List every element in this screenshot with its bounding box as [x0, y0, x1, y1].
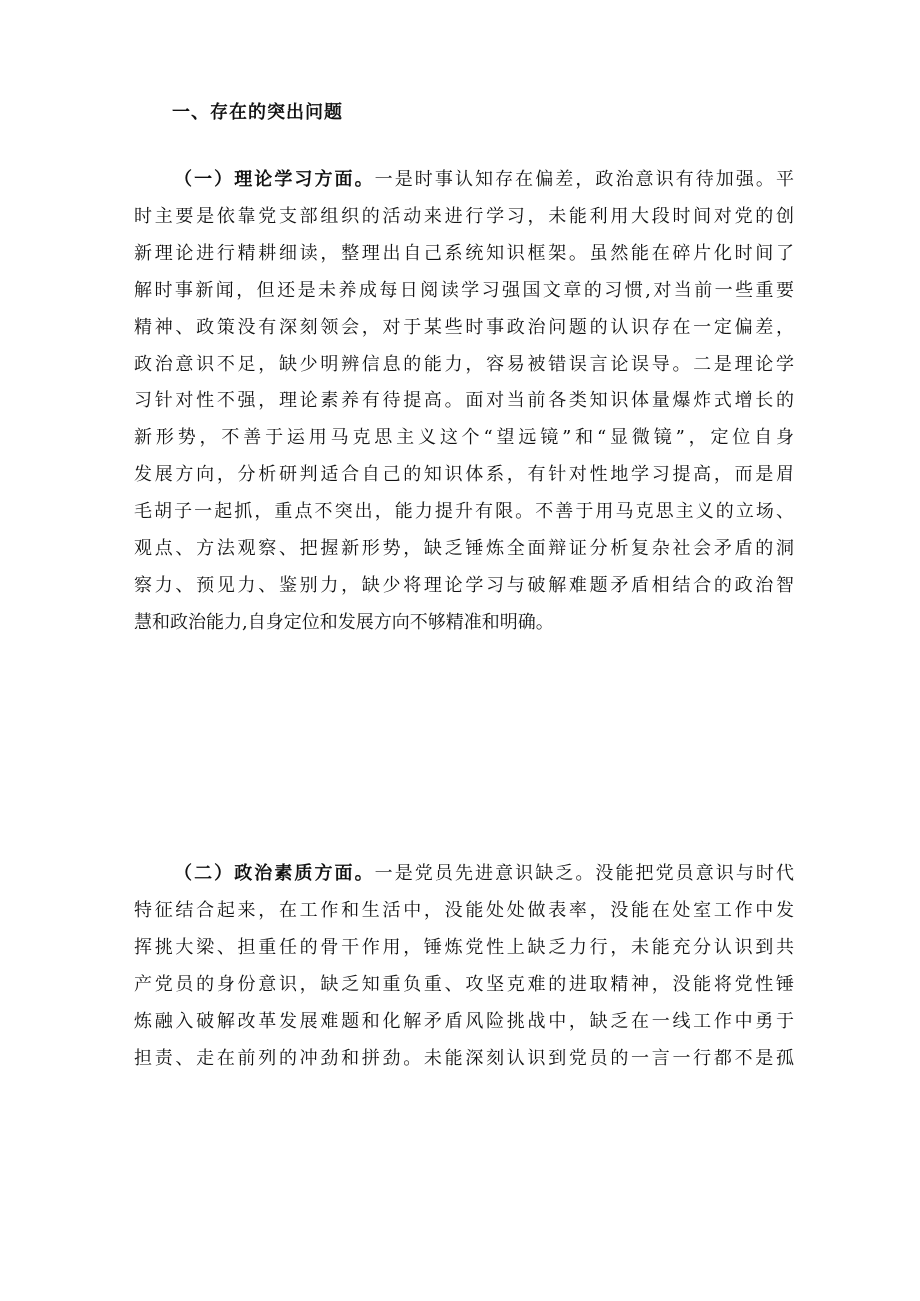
paragraph-line: （一）理论学习方面。一是时事认知存在偏差，政治意识有待加强。平 [174, 169, 795, 190]
paragraph-line: 观点、方法观察、把握新形势，缺乏锤炼全面辩证分析复杂社会矛盾的洞 [134, 538, 794, 560]
paragraph-line: 特征结合起来，在工作和生活中，没能处处做表率，没能在处室工作中发 [134, 899, 794, 921]
paragraph-lead: （一）理论学习方面。 [174, 169, 375, 190]
paragraph-line: 产党员的身份意识，缺乏知重负重、攻坚克难的进取精神，没能将党性锤 [134, 973, 794, 995]
section-heading: 一、存在的突出问题 [172, 102, 343, 123]
paragraph-political-quality [134, 856, 794, 1077]
paragraph-line: 新形势，不善于运用马克思主义这个“望远镜”和“显微镜”，定位自身 [134, 427, 794, 449]
paragraph-line: 发展方向，分析研判适合自己的知识体系，有针对性地学习提高，而是眉 [134, 464, 794, 486]
paragraph-line: 新理论进行精耕细读，整理出自己系统知识框架。虽然能在碎片化时间了 [134, 242, 794, 264]
paragraph-line: 解时事新闻，但还是未养成每日阅读学习强国文章的习惯,对当前一些重要 [134, 279, 794, 301]
paragraph-line: 挥挑大梁、担重任的骨干作用，锤炼党性上缺乏力行，未能充分认识到共 [134, 936, 794, 958]
paragraph-line: （二）政治素质方面。一是党员先进意识缺乏。没能把党员意识与时代 [174, 863, 795, 884]
paragraph-line: 精神、政策没有深刻领会，对于某些时事政治问题的认识存在一定偏差， [134, 316, 794, 338]
paragraph-line: 政治意识不足，缺少明辨信息的能力，容易被错误言论误导。二是理论学 [134, 353, 794, 375]
paragraph-line: 炼融入破解改革发展难题和化解矛盾风险挑战中，缺乏在一线工作中勇于 [134, 1010, 794, 1032]
paragraph-line: 察力、预见力、鉴别力，缺少将理论学习与破解难题矛盾相结合的政治智 [134, 574, 794, 596]
paragraph-theory-study [134, 162, 794, 642]
paragraph-line: 慧和政治能力,自身定位和发展方向不够精准和明确。 [134, 611, 554, 633]
paragraph-line: 习针对性不强，理论素养有待提高。面对当前各类知识体量爆炸式增长的 [134, 390, 794, 412]
paragraph-line: 担责、走在前列的冲劲和拼劲。未能深刻认识到党员的一言一行都不是孤 [134, 1047, 794, 1069]
paragraph-line: 时主要是依靠党支部组织的活动来进行学习，未能利用大段时间对党的创 [134, 205, 794, 227]
paragraph-line: 毛胡子一起抓，重点不突出，能力提升有限。不善于用马克思主义的立场、 [134, 501, 794, 523]
paragraph-lead: （二）政治素质方面。 [174, 863, 375, 884]
